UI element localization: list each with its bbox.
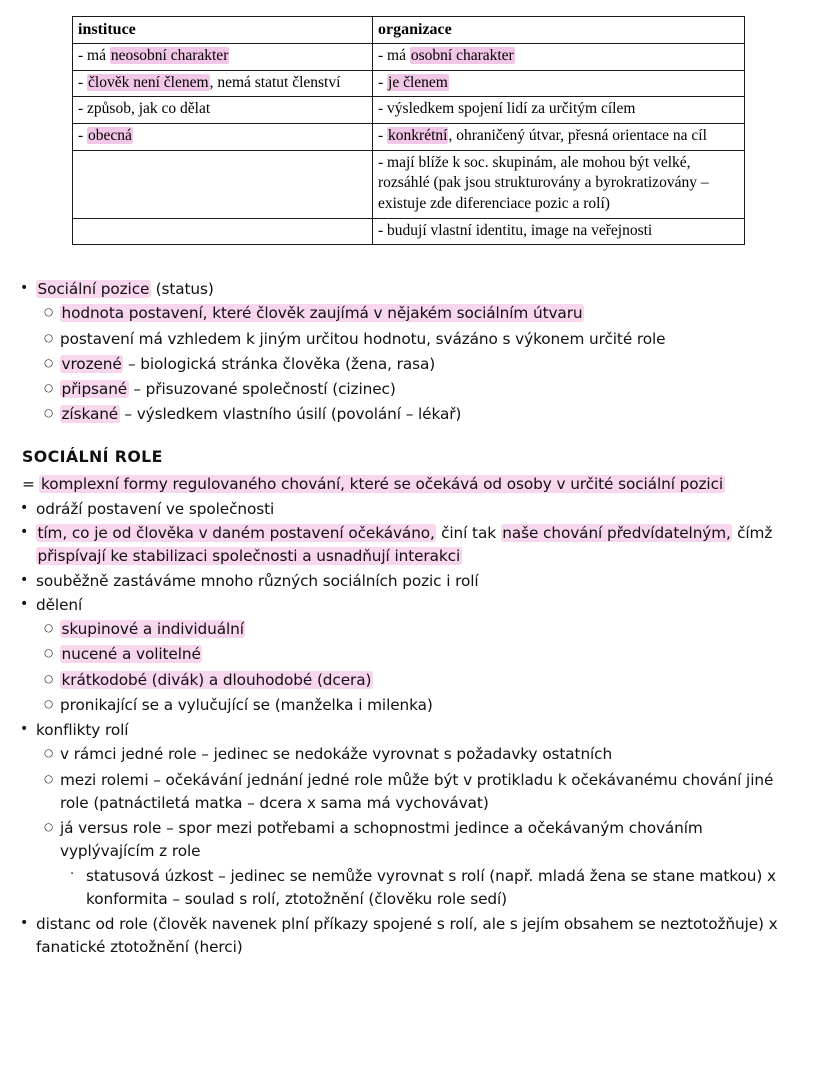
item-part-2: činí tak	[436, 524, 501, 542]
section-title-socialni-role: SOCIÁLNÍ ROLE	[22, 446, 163, 466]
table-row	[73, 97, 745, 124]
item-part-4: čímž	[732, 524, 773, 542]
table-header-row	[73, 17, 745, 44]
cell-highlight: neosobní charakter	[110, 47, 229, 65]
cell-pre: - mají blíže k soc. skupinám, ale mohou být velké, rozsáhlé (pak jsou strukturovány a byrokratizovány – existuje zde diferenciace pozic a rolí)	[378, 153, 709, 212]
bullet-hollow-icon: ○	[44, 747, 54, 760]
bullet-hollow-icon: ○	[44, 622, 54, 634]
bullet-filled-icon: •	[20, 595, 29, 612]
item-text: mezi rolemi – očekávání jednání jedné role může být v protikladu k očekávanému chování jiné role (patnáctiletá matka – dcera x sama má vychovávat)	[60, 770, 774, 812]
list-item	[36, 643, 800, 666]
item-post: – přisuzované společností (cizinec)	[128, 380, 396, 398]
cell-pre: - má	[78, 47, 110, 65]
bullet-hollow-icon: ○	[44, 697, 54, 710]
item-text: v rámci jedné role – jedinec se nedokáže vyrovnat s požadavky ostatních	[60, 745, 613, 764]
definition-socialni-role	[22, 473, 828, 496]
table-header-instituce: instituce	[73, 17, 373, 44]
bullet-hollow-icon: ○	[44, 821, 54, 833]
item-highlight: hodnota postavení, které člověk zaujímá v nějakém sociálním útvaru	[61, 304, 583, 323]
cell-pre: - výsledkem spojení lidí za určitým cílem	[378, 100, 636, 118]
item-highlight: krátkodobé (divák) a dlouhodobé (dcera)	[61, 670, 372, 689]
table-cell-left	[73, 97, 373, 124]
bullet-hollow-icon: ○	[44, 647, 54, 660]
table-cell-right	[373, 97, 745, 124]
konflikty-label: konflikty rolí	[36, 721, 129, 739]
notes-body	[0, 278, 828, 961]
cell-post: , ohraničený útvar, přesná orientace na cíl	[448, 127, 707, 145]
cell-highlight: obecná	[88, 127, 132, 145]
table-cell-right	[373, 150, 745, 218]
cell-pre: -	[378, 73, 388, 91]
list-item-deleni	[0, 594, 828, 717]
social-position-list	[0, 278, 828, 427]
item-text: souběžně zastáváme mnoho různých sociálních pozic i rolí	[36, 571, 479, 590]
list-item-predvidatelnost	[0, 522, 828, 569]
list-item	[36, 694, 800, 717]
list-item	[36, 403, 800, 426]
cell-pre: -	[378, 127, 388, 145]
bullet-hollow-icon: ○	[44, 772, 54, 785]
item-highlight: skupinové a individuální	[61, 620, 244, 638]
item-text: já versus role – spor mezi potřebami a schopnostmi jedince a očekávaným chováním vyplývajícím z role	[60, 819, 703, 861]
bullet-filled-icon: •	[20, 915, 29, 931]
list-item-soubezne	[0, 570, 828, 593]
deleni-sublist	[36, 618, 800, 717]
list-item	[36, 302, 800, 325]
table-cell-left	[73, 124, 373, 151]
table-cell-right	[373, 70, 745, 97]
term-socialni-pozice: Sociální pozice	[37, 280, 150, 298]
bullet-hollow-icon: ○	[44, 331, 54, 344]
bullet-hollow-icon: ○	[44, 356, 54, 369]
list-item	[36, 378, 800, 401]
table-cell-right	[373, 218, 745, 245]
item-highlight: nucené a volitelné	[61, 645, 201, 664]
list-item	[36, 618, 800, 641]
cell-highlight: konkrétní	[388, 127, 448, 145]
bullet-filled-icon: •	[20, 499, 29, 516]
cell-highlight: osobní charakter	[410, 47, 514, 65]
item-pre: postavení má vzhledem k jiným určitou hodnotu, svázáno s výkonem určité role	[60, 329, 666, 348]
table-row	[73, 218, 745, 245]
bullet-dot-icon: ·	[70, 866, 75, 882]
definition-highlight: komplexní formy regulovaného chování, které se očekává od osoby v určité sociální pozici	[40, 474, 724, 493]
item-part-5: přispívají ke stabilizaci společnosti a usnadňují interakci	[37, 547, 461, 566]
deleni-label: dělení	[36, 595, 83, 614]
term-socialni-pozice-suffix: (status)	[150, 280, 214, 298]
list-item-odrazi-postaveni	[0, 498, 828, 521]
bullet-hollow-icon: ○	[44, 382, 54, 394]
bullet-filled-icon: •	[20, 571, 29, 588]
table-cell-left-empty	[73, 150, 373, 218]
social-position-sublist	[36, 302, 800, 426]
item-highlight: získané	[61, 405, 119, 424]
cell-pre: - budují vlastní identitu, image na veřejnosti	[378, 221, 653, 239]
konflikty-sublist	[36, 743, 800, 911]
bullet-filled-icon: •	[20, 721, 29, 737]
table-cell-left	[73, 44, 373, 71]
bullet-filled-icon: •	[20, 524, 29, 540]
table-header-organizace: organizace	[373, 17, 745, 44]
social-role-list	[0, 498, 828, 960]
table-cell-right	[373, 44, 745, 71]
table-row	[73, 150, 745, 218]
comparison-table-wrapper	[72, 16, 744, 245]
cell-highlight: je členem	[388, 73, 448, 91]
item-part-3: naše chování předvídatelným,	[502, 524, 731, 542]
instituce-organizace-table	[72, 16, 745, 245]
list-item	[36, 328, 800, 351]
konflikty-subsublist	[60, 865, 792, 912]
list-item	[36, 769, 800, 816]
bullet-hollow-icon: ○	[44, 306, 54, 319]
bullet-filled-icon: •	[20, 280, 29, 296]
table-row	[73, 70, 745, 97]
table-cell-left	[73, 70, 373, 97]
item-highlight: připsané	[61, 380, 128, 398]
cell-pre: - má	[378, 47, 410, 65]
list-item-distanc-od-role	[0, 913, 828, 960]
item-text: statusová úzkost – jedinec se nemůže vyrovnat s rolí (např. mladá žena se stane matkou) x konformita – soulad s rolí, ztotožnění (člověku role sedí)	[86, 866, 776, 908]
bullet-hollow-icon: ○	[44, 672, 54, 685]
item-post: – biologická stránka člověka (žena, rasa)	[123, 354, 436, 373]
cell-pre: -	[78, 127, 88, 145]
table-row	[73, 44, 745, 71]
item-part-1: tím, co je od člověka v daném postavení očekáváno,	[37, 524, 435, 542]
list-item	[60, 865, 792, 912]
cell-highlight: člověk není členem	[88, 73, 209, 91]
cell-post: , nemá statut členství	[209, 73, 341, 91]
cell-pre: -	[78, 73, 88, 91]
list-item	[36, 817, 800, 911]
cell-pre: - způsob, jak co dělat	[78, 100, 211, 118]
list-item-konflikty-roli	[0, 719, 828, 911]
definition-prefix: =	[22, 474, 40, 493]
list-item	[36, 353, 800, 376]
item-highlight: vrozené	[61, 354, 122, 373]
item-post: – výsledkem vlastního úsilí (povolání – lékař)	[119, 405, 462, 424]
table-row	[73, 124, 745, 151]
list-item-socialni-pozice	[0, 278, 828, 427]
list-item	[36, 743, 800, 766]
list-item	[36, 669, 800, 692]
item-text: distanc od role (člověk navenek plní příkazy spojené s rolí, ale s jejím obsahem se neztotožňuje) x fanatické ztotožnění (herci)	[36, 915, 778, 957]
item-pre: pronikající se a vylučující se (manželka i milenka)	[60, 695, 433, 714]
bullet-hollow-icon: ○	[44, 407, 54, 420]
item-text: odráží postavení ve společnosti	[36, 499, 275, 518]
table-cell-right	[373, 124, 745, 151]
table-cell-left-empty	[73, 218, 373, 245]
